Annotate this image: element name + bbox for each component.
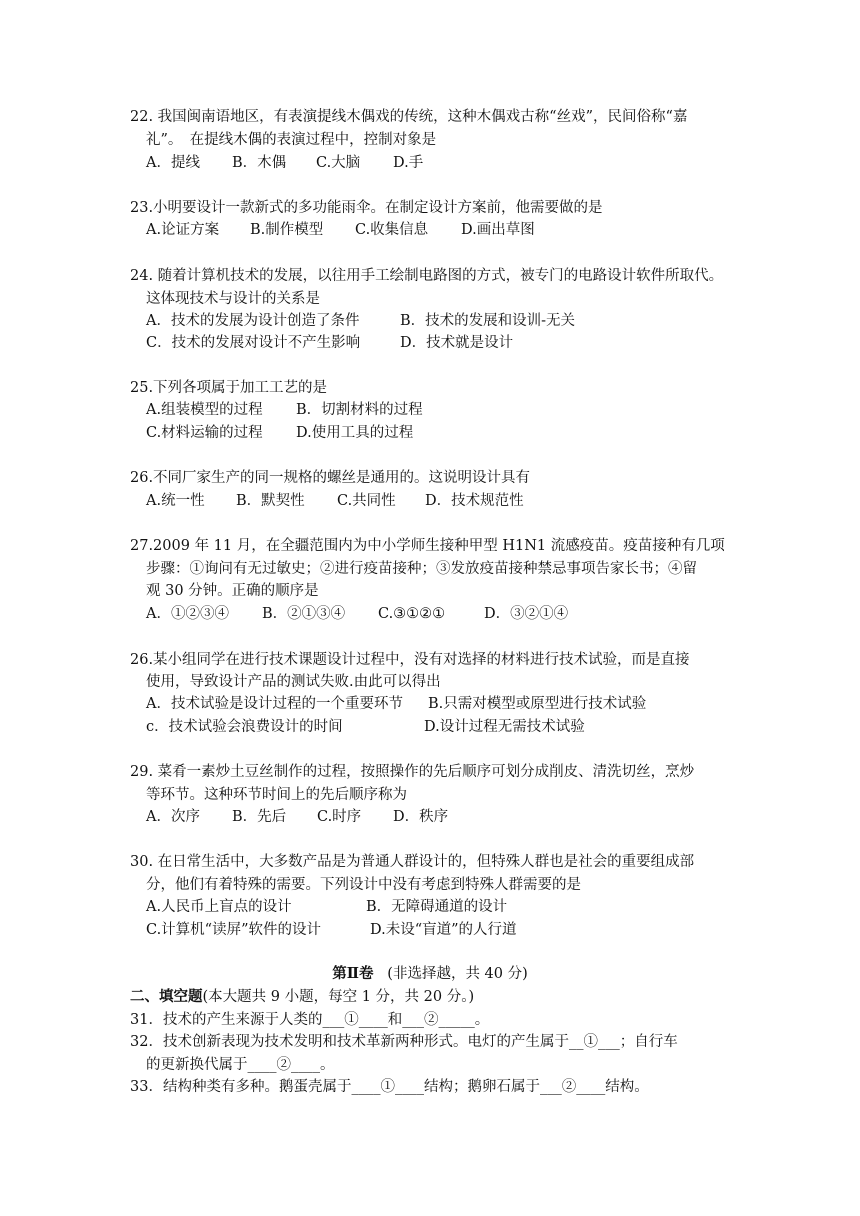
- section2-title: [0, 963, 860, 985]
- q29-stem-line1: 29. 菜肴一素炒土豆丝制作的过程，按照操作的先后顺序可划分成削皮、清洗切丝，烹炒: [130, 764, 695, 780]
- q26a-option-d: D．技术规范性: [425, 493, 524, 509]
- q27-stem-line1: 27.2009 年 11 月，在全疆范围内为中小学师生接种甲型 H1N1 流感疫苗。疫苗接种有几项: [130, 538, 725, 554]
- q25-option-d: D.使用工具的过程: [296, 425, 414, 441]
- q26b-option-a: A．技术试验是设计过程的一个重要环节: [146, 696, 403, 712]
- q24-option-c: C．技术的发展对设计不产生影响: [146, 335, 361, 351]
- q29-stem-line2: 等环节。这种环节时间上的先后顺序称为: [146, 787, 407, 803]
- q27-stem-line2: 步骤：①询问有无过敏史；②进行疫苗接种；③发放疫苗接种禁忌事项告家长书；④留: [146, 561, 697, 577]
- q27-option-a: A．①②③④: [146, 606, 229, 622]
- q30-option-c: C.计算机“读屏”软件的设计: [146, 922, 322, 938]
- q30-stem-line2: 分，他们有着特殊的需要。下列设计中没有考虑到特殊人群需要的是: [146, 877, 581, 893]
- q22-stem-line1: 22. 我国闽南语地区，有表演提线木偶戏的传统，这种木偶戏古称“丝戏”，民间俗称“嘉: [130, 109, 688, 125]
- q23-option-d: D.画出草图: [461, 222, 535, 238]
- fill-blank-heading-rest: (本大题共 9 小题，每空 1 分，共 20 分。): [202, 989, 475, 1005]
- q22-stem-line2: 礼”。 在提线木偶的表演过程中，控制对象是: [146, 132, 437, 148]
- q26b-option-b: B.只需对模型或原型进行技术试验: [428, 696, 647, 712]
- q22-option-d: D.手: [393, 155, 424, 171]
- q24-option-a: A．技术的发展为设计创造了条件: [146, 313, 360, 329]
- q27-option-b: B．②①③④: [262, 606, 346, 622]
- q30-option-d: D.未设“盲道”的人行道: [370, 922, 517, 938]
- q25-option-c: C.材料运输的过程: [146, 425, 263, 441]
- q27-stem-line3: 观 30 分钟。正确的顺序是: [146, 583, 319, 599]
- q24-option-d: D．技术就是设计: [400, 335, 514, 351]
- q29-option-c: C.时序: [317, 809, 362, 825]
- q30-option-b: B．无障碍通道的设计: [366, 899, 508, 915]
- q32-stem-line2: 的更新换代属于____②____。: [146, 1057, 335, 1073]
- q22-option-c: C.大脑: [316, 155, 361, 171]
- section2-title-rest: (非选择越，共 40 分): [387, 966, 528, 982]
- q26a-stem-line1: 26.不同厂家生产的同一规格的螺丝是通用的。这说明设计具有: [130, 470, 531, 486]
- q29-option-a: A．次序: [146, 809, 200, 825]
- q29-option-d: D．秩序: [393, 809, 449, 825]
- q25-option-b: B．切割材料的过程: [296, 402, 423, 418]
- q26b-stem-line1: 26.某小组同学在进行技术课题设计过程中，没有对选择的材料进行技术试验，而是直接: [130, 652, 690, 668]
- q24-stem-line1: 24. 随着计算机技术的发展，以往用手工绘制电路图的方式，被专门的电路设计软件所取代。: [130, 268, 724, 284]
- q25-option-a: A.组装模型的过程: [146, 402, 263, 418]
- q27-option-d: D．③②①④: [484, 606, 569, 622]
- q33-stem: 33．结构种类有多种。鹅蛋壳属于____①____结构；鹅卵石属于___②____结构。: [130, 1079, 649, 1095]
- q23-stem-line1: 23.小明要设计一款新式的多功能雨伞。在制定设计方案前，他需要做的是: [130, 200, 603, 216]
- q23-option-b: B.制作模型: [250, 222, 324, 238]
- q29-option-b: B．先后: [232, 809, 287, 825]
- q26a-option-c: C.共同性: [337, 493, 396, 509]
- section2-title-bold: 第Ⅱ卷: [332, 965, 374, 982]
- q25-stem-line1: 25.下列各项属于加工工艺的是: [130, 380, 328, 396]
- q30-stem-line1: 30. 在日常生活中，大多数产品是为普通人群设计的，但特殊人群也是社会的重要组成部: [130, 854, 695, 870]
- q31-stem: 31．技术的产生来源于人类的___①____和___②_____。: [130, 1012, 490, 1028]
- q26a-option-b: B．默契性: [236, 493, 305, 509]
- q22-option-b: B．木偶: [232, 155, 287, 171]
- q24-option-b: B．技术的发展和设训-无关: [400, 313, 576, 329]
- q23-option-c: C.收集信息: [355, 222, 429, 238]
- q24-stem-line2: 这体现技术与设计的关系是: [146, 291, 320, 307]
- q26b-option-c: c．技术试验会浪费设计的时间: [146, 719, 343, 735]
- fill-blank-heading-bold: 二、填空题: [130, 988, 203, 1005]
- q26b-option-d: D.设计过程无需技术试验: [424, 719, 585, 735]
- q30-option-a: A.人民币上盲点的设计: [146, 899, 292, 915]
- q26a-option-a: A.统一性: [146, 493, 205, 509]
- q32-stem-line1: 32．技术创新表现为技术发明和技术革新两种形式。电灯的产生属于__①___；自行车: [130, 1034, 678, 1050]
- q23-option-a: A.论证方案: [146, 222, 220, 238]
- q26b-stem-line2: 使用，导致设计产品的测试失败.由此可以得出: [146, 674, 441, 690]
- fill-blank-heading: [130, 986, 474, 1008]
- q27-option-c: C.③①②①: [378, 606, 446, 622]
- q22-option-a: A．提线: [146, 155, 200, 171]
